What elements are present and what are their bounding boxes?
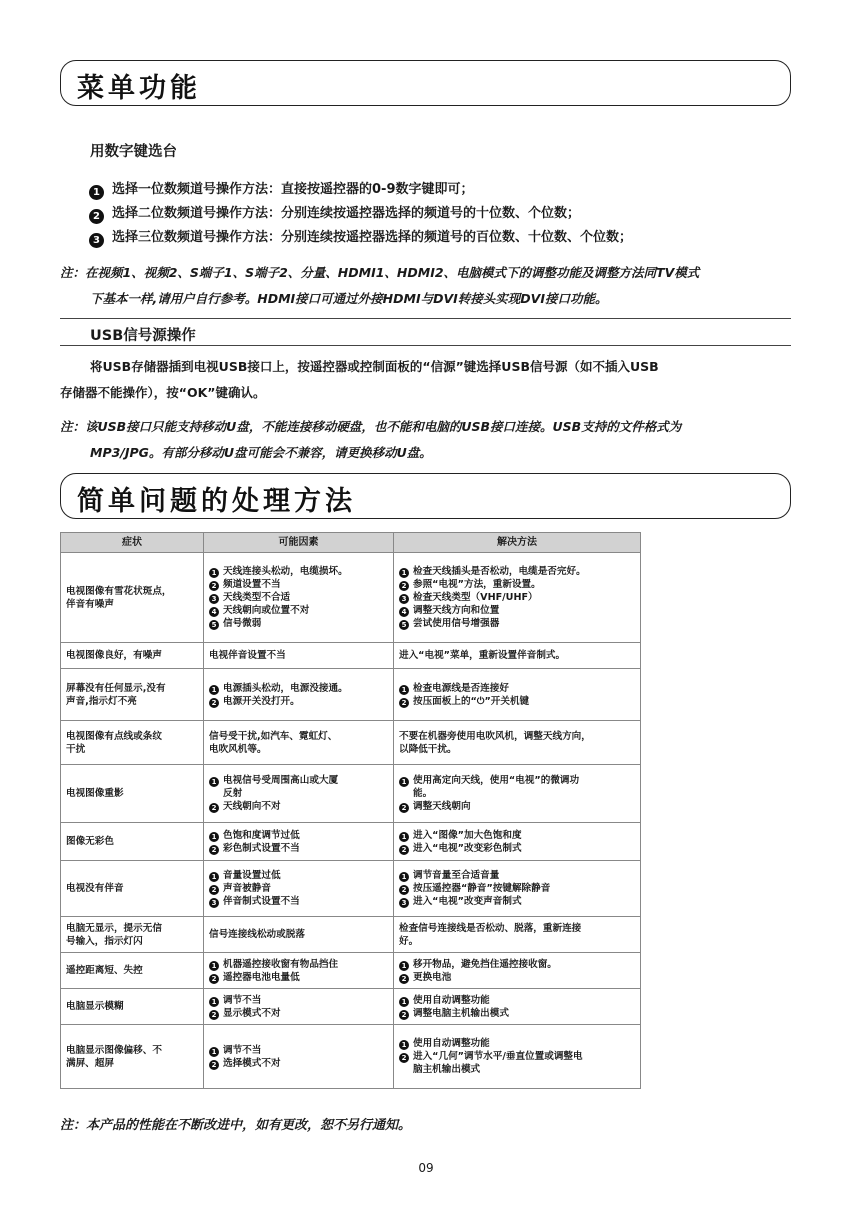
cause-cell: 1 色饱和度调节过低 2 彩色制式设置不当 [204, 823, 394, 861]
table-header-row [61, 533, 641, 553]
number-badge-icon: 2 [399, 698, 409, 708]
number-badge-icon: 1 [399, 832, 409, 842]
table-row [61, 721, 641, 765]
section-title-menu: 菜单功能 [77, 73, 201, 104]
digit-note-line2: 下基本一样,请用户自行参考。HDMI接口可通过外接HDMI与DVI转接头实现DVI接口功能。 [90, 291, 608, 306]
table-row [61, 1025, 641, 1089]
troubleshooting-table [60, 532, 641, 1089]
cause-cell: 1 电源插头松动，电源没接通。 2 电源开关没打开。 [204, 669, 394, 721]
table-row [61, 669, 641, 721]
solution-cell: 1 使用自动调整功能 2 进入“几何”调节水平/垂直位置或调整电 脑主机输出模式 [394, 1025, 641, 1089]
number-badge-icon: 1 [399, 961, 409, 971]
usb-para-line2: 存储器不能操作），按“OK”键确认。 [60, 385, 266, 400]
digit-note-line1: 注：在视频1、视频2、S端子1、S端子2、分量、HDMI1、HDMI2、电脑模式下的调整功能及调整方法同TV模式 [60, 265, 700, 280]
cause-cell: 信号连接线松动或脱落 [204, 917, 394, 953]
usb-heading: USB信号源操作 [90, 328, 196, 344]
divider [60, 318, 791, 319]
number-badge-icon: 2 [209, 1010, 219, 1020]
digit-select-heading: 用数字键选台 [90, 144, 177, 160]
number-badge-icon: 2 [399, 1053, 409, 1063]
digit-step-1: 1 选择一位数频道号操作方法：直接按遥控器的0-9数字键即可； [89, 178, 474, 200]
number-badge-icon: 1 [399, 1040, 409, 1050]
symptom-cell: 电视没有伴音 [61, 861, 204, 917]
cause-cell: 1 音量设置过低 2 声音被静音 3 伴音制式设置不当 [204, 861, 394, 917]
solution-cell: 1 检查电源线是否连接好 2 按压面板上的“⏻”开关机键 [394, 669, 641, 721]
number-badge-icon: 2 [209, 845, 219, 855]
number-badge-icon: 5 [209, 620, 219, 630]
number-badge-icon: 2 [209, 885, 219, 895]
symptom-cell: 电脑无显示，提示无信 号输入，指示灯闪 [61, 917, 204, 953]
column-header-solution: 解决方法 [394, 533, 641, 553]
section-heading-menu [60, 60, 791, 106]
number-badge-icon: 2 [209, 581, 219, 591]
solution-cell: 不要在机器旁使用电吹风机，调整天线方向， 以降低干扰。 [394, 721, 641, 765]
number-badge-icon: 3 [209, 594, 219, 604]
cause-cell: 电视伴音设置不当 [204, 643, 394, 669]
digit-step-2: 2 选择二位数频道号操作方法：分别连续按遥控器选择的频道号的十位数、个位数； [89, 202, 580, 224]
table-row [61, 917, 641, 953]
number-badge-icon: 2 [89, 209, 104, 224]
number-badge-icon: 1 [399, 685, 409, 695]
number-badge-icon: 1 [399, 777, 409, 787]
number-badge-icon: 3 [399, 594, 409, 604]
number-badge-icon: 1 [209, 777, 219, 787]
table-row [61, 861, 641, 917]
number-badge-icon: 1 [209, 1047, 219, 1057]
number-badge-icon: 2 [399, 1010, 409, 1020]
symptom-cell: 电脑显示图像偏移、不 满屏、超屏 [61, 1025, 204, 1089]
table-row [61, 823, 641, 861]
symptom-cell: 屏幕没有任何显示,没有 声音,指示灯不亮 [61, 669, 204, 721]
cause-cell: 信号受干扰,如汽车、霓虹灯、 电吹风机等。 [204, 721, 394, 765]
solution-cell: 1 进入“图像”加大色饱和度 2 进入“电视”改变彩色制式 [394, 823, 641, 861]
usb-note-line1: 注：该USB接口只能支持移动U盘，不能连接移动硬盘，也不能和电脑的USB接口连接。USB支持的文件格式为 [60, 419, 682, 434]
faq-footnote: 注：本产品的性能在不断改进中，如有更改，恕不另行通知。 [60, 1118, 412, 1133]
table-row [61, 765, 641, 823]
symptom-cell: 遥控距离短、失控 [61, 953, 204, 989]
symptom-cell: 电脑显示模糊 [61, 989, 204, 1025]
number-badge-icon: 2 [209, 974, 219, 984]
solution-cell: 1 移开物品，避免挡住遥控接收窗。 2 更换电池 [394, 953, 641, 989]
divider [60, 345, 791, 346]
table-row [61, 553, 641, 643]
number-badge-icon: 1 [209, 685, 219, 695]
solution-cell: 1 调节音量至合适音量 2 按压遥控器“静音”按键解除静音 3 进入“电视”改变声音制式 [394, 861, 641, 917]
number-badge-icon: 1 [209, 872, 219, 882]
number-badge-icon: 1 [209, 568, 219, 578]
number-badge-icon: 5 [399, 620, 409, 630]
symptom-cell: 电视图像有雪花状斑点， 伴音有噪声 [61, 553, 204, 643]
number-badge-icon: 2 [399, 803, 409, 813]
number-badge-icon: 3 [89, 233, 104, 248]
cause-cell: 1 天线连接头松动，电缆损坏。 2 频道设置不当 3 天线类型不合适 4 天线朝向或位置不对 5 信号微弱 [204, 553, 394, 643]
section-heading-faq [60, 473, 791, 519]
number-badge-icon: 1 [209, 832, 219, 842]
solution-cell: 检查信号连接线是否松动、脱落，重新连接 好。 [394, 917, 641, 953]
number-badge-icon: 1 [209, 997, 219, 1007]
number-badge-icon: 1 [399, 568, 409, 578]
number-badge-icon: 2 [399, 885, 409, 895]
number-badge-icon: 3 [399, 898, 409, 908]
solution-cell: 1 使用高定向天线，使用“电视”的微调功 能。 2 调整天线朝向 [394, 765, 641, 823]
number-badge-icon: 1 [399, 997, 409, 1007]
solution-cell: 1 使用自动调整功能 2 调整电脑主机输出模式 [394, 989, 641, 1025]
cause-cell: 1 电视信号受周围高山或大厦 反射 2 天线朝向不对 [204, 765, 394, 823]
number-badge-icon: 2 [399, 974, 409, 984]
symptom-cell: 电视图像有点线或条纹 干扰 [61, 721, 204, 765]
cause-cell: 1 机器遥控接收窗有物品挡住 2 遥控器电池电量低 [204, 953, 394, 989]
cause-cell: 1 调节不当 2 显示模式不对 [204, 989, 394, 1025]
number-badge-icon: 2 [209, 803, 219, 813]
number-badge-icon: 2 [209, 1060, 219, 1070]
number-badge-icon: 3 [209, 898, 219, 908]
solution-cell: 1 检查天线插头是否松动，电缆是否完好。 2 参照“电视”方法，重新设置。 3 检查天线类型（VHF/UHF） 4 调整天线方向和位置 5 尝试使用信号增强器 [394, 553, 641, 643]
table-row [61, 989, 641, 1025]
usb-note-line2: MP3/JPG。有部分移动U盘可能会不兼容，请更换移动U盘。 [90, 445, 432, 460]
number-badge-icon: 1 [399, 872, 409, 882]
cause-cell: 1 调节不当 2 选择模式不对 [204, 1025, 394, 1089]
section-title-faq: 简单问题的处理方法 [77, 486, 356, 517]
symptom-cell: 图像无彩色 [61, 823, 204, 861]
column-header-cause: 可能因素 [204, 533, 394, 553]
table-row [61, 953, 641, 989]
page-number: 09 [418, 1161, 434, 1175]
number-badge-icon: 2 [209, 698, 219, 708]
usb-para-line1: 将USB存储器插到电视USB接口上，按遥控器或控制面板的“信源”键选择USB信号源（如不插入USB [90, 359, 659, 374]
number-badge-icon: 1 [89, 185, 104, 200]
number-badge-icon: 2 [399, 581, 409, 591]
symptom-cell: 电视图像良好，有噪声 [61, 643, 204, 669]
solution-cell: 进入“电视”菜单，重新设置伴音制式。 [394, 643, 641, 669]
number-badge-icon: 1 [209, 961, 219, 971]
column-header-symptom: 症状 [61, 533, 204, 553]
table-row [61, 643, 641, 669]
number-badge-icon: 2 [399, 845, 409, 855]
number-badge-icon: 4 [399, 607, 409, 617]
digit-step-3: 3 选择三位数频道号操作方法：分别连续按遥控器选择的频道号的百位数、十位数、个位数； [89, 226, 632, 248]
symptom-cell: 电视图像重影 [61, 765, 204, 823]
number-badge-icon: 4 [209, 607, 219, 617]
